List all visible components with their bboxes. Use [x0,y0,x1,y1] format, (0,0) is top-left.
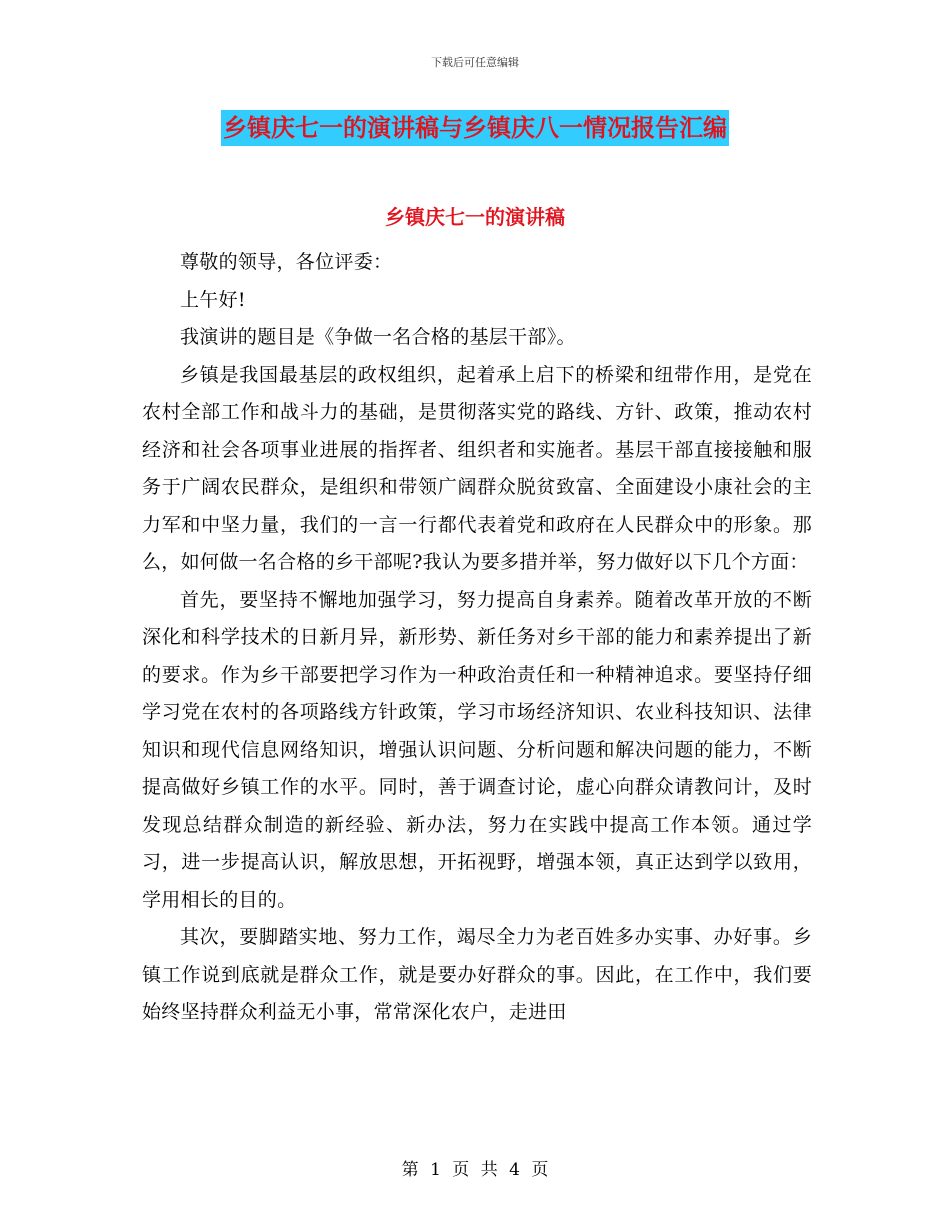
paragraph-intro: 乡镇是我国最基层的政权组织，起着承上启下的桥梁和纽带作用，是党在农村全部工作和战斗力的基础，是贯彻落实党的路线、方针、政策，推动农村经济和社会各项事业进展的指挥者、组织者和实施者。基层干部直接接触和服务于广阔农民群众，是组织和带领广阔群众脱贫致富、全面建设小康社会的主力军和中坚力量，我们的一言一行都代表着党和政府在人民群众中的形象。那么，如何做一名合格的乡干部呢?我认为要多措并举，努力做好以下几个方面： [142,363,812,573]
paragraph-first-point: 首先，要坚持不懈地加强学习，努力提高自身素养。随着改革开放的不断深化和科学技术的日新月异，新形势、新任务对乡干部的能力和素养提出了新的要求。作为乡干部要把学习作为一种政治责任和一种精神追求。要坚持仔细学习党在农村的各项路线方针政策，学习市场经济知识、农业科技知识、法律知识和现代信息网络知识，增强认识问题、分析问题和解决问题的能力，不断提高做好乡镇工作的水平。同时，善于调查讨论，虚心向群众请教问计，及时发现总结群众制造的新经验、新办法，努力在实践中提高工作本领。通过学习，进一步提高认识，解放思想，开拓视野，增强本领，真正达到学以致用，学用相长的目的。 [142,588,812,911]
paragraph-greeting: 上午好! [180,288,246,311]
header-note: 下载后可任意编辑 [431,56,519,69]
paragraph-salutation: 尊敬的领导，各位评委： [180,251,393,273]
document-sub-title: 乡镇庆七一的演讲稿 [385,205,565,229]
paragraph-topic: 我演讲的题目是《争做一名合格的基层干部》。 [180,326,576,348]
main-title-container [0,110,950,146]
document-main-title: 乡镇庆七一的演讲稿与乡镇庆八一情况报告汇编 [221,110,729,146]
document-body [142,244,812,1032]
page-number: 第 1 页 共 4 页 [401,1160,549,1180]
paragraph-second-point: 其次，要脚踏实地、努力工作，竭尽全力为老百姓多办实事、办好事。乡镇工作说到底就是群众工作，就是要办好群众的事。因此，在工作中，我们要始终坚持群众利益无小事，常常深化农户，走进田 [142,926,812,1023]
